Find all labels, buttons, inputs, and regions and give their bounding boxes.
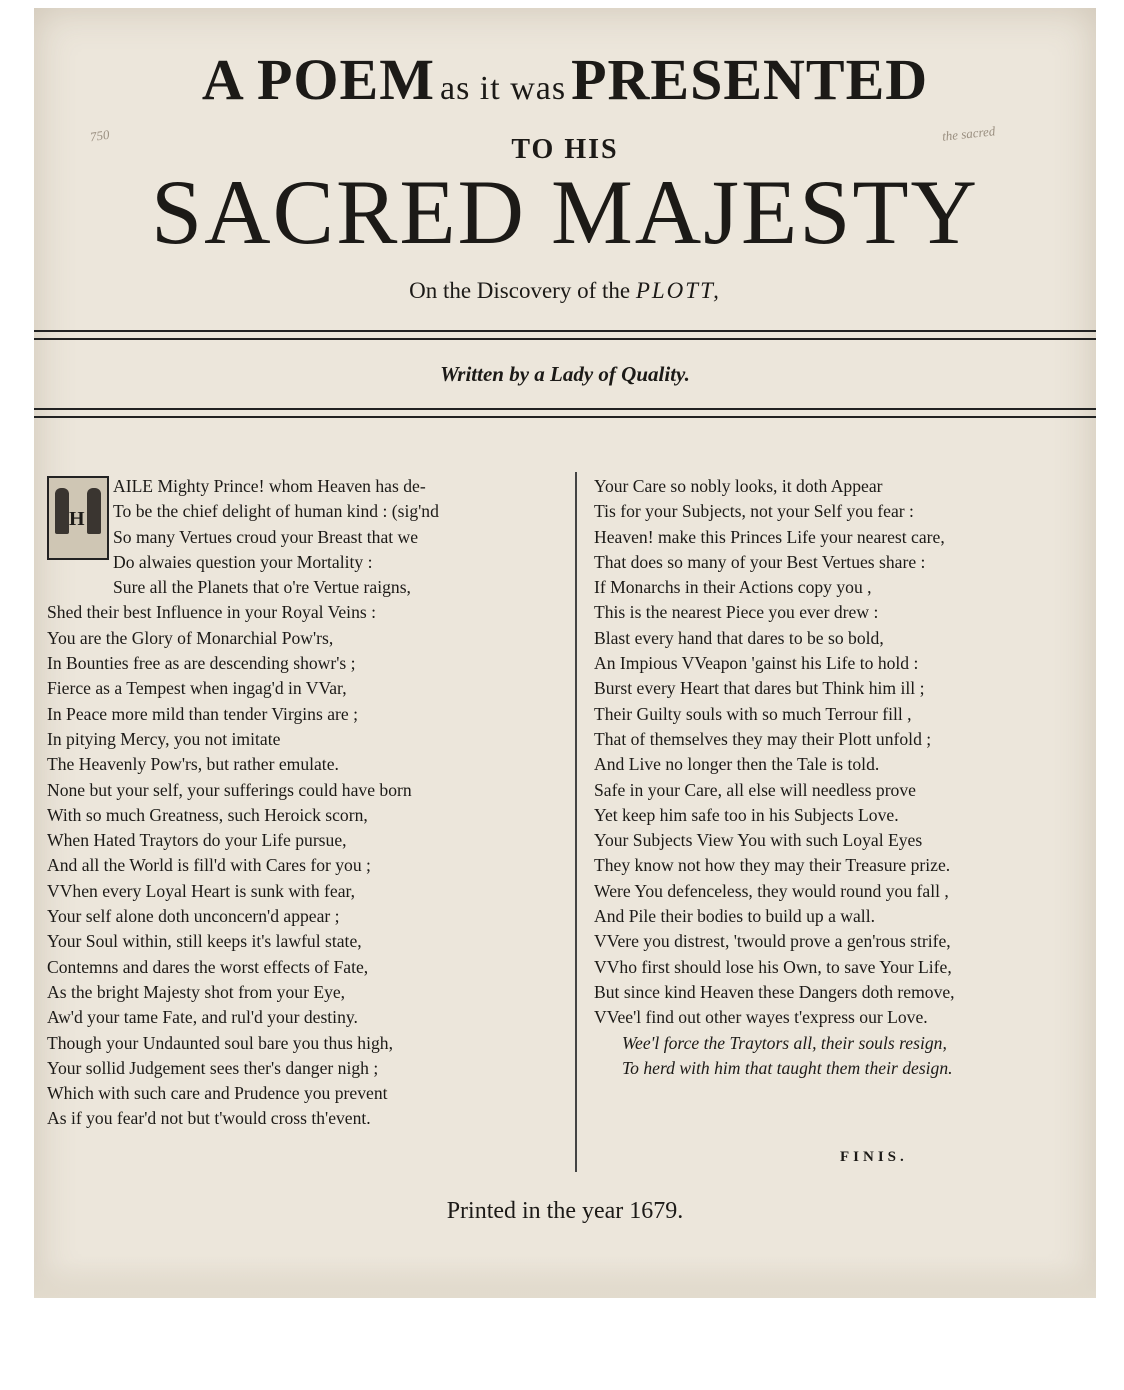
poem-line: That does so many of your Best Vertues share : xyxy=(594,551,926,572)
poem-line: VVee'l find out other wayes t'express our Love. xyxy=(594,1007,928,1028)
poem-line: And Pile their bodies to build up a wall. xyxy=(594,906,875,927)
poem-line: But since kind Heaven these Dangers doth remove, xyxy=(594,981,955,1002)
poem-line: AILE Mighty Prince! whom Heaven has de- xyxy=(113,476,426,496)
closing-couplet-line: Wee'l force the Traytors all, their souls resign, xyxy=(622,1032,947,1053)
poem-line: Safe in your Care, all else will needless prove xyxy=(594,779,916,800)
poem-line: VVho first should lose his Own, to save Your Life, xyxy=(594,956,952,977)
poem-line: None but your self, your sufferings could have born xyxy=(47,779,412,800)
poem-line: So many Vertues croud your Breast that we xyxy=(113,526,419,547)
poem-line: This is the nearest Piece you ever drew : xyxy=(594,602,879,623)
poem-line: With so much Greatness, such Heroick scorn, xyxy=(47,804,368,825)
poem-line: Their Guilty souls with so much Terrour fill , xyxy=(594,703,912,724)
poem-line: To be the chief delight of human kind : (sig'nd xyxy=(113,501,439,522)
finis: FINIS. xyxy=(840,1149,908,1165)
title-discovery-line xyxy=(34,278,1096,304)
drop-cap-letter: H xyxy=(69,508,85,530)
poem-line: In Peace more mild than tender Virgins are ; xyxy=(47,703,358,724)
poem-line: Sure all the Planets that o're Vertue raigns, xyxy=(113,577,411,598)
column-divider xyxy=(575,472,577,1172)
poem-line: When Hated Traytors do your Life pursue, xyxy=(47,830,347,851)
poem-right-column xyxy=(594,474,1074,1081)
poem-line: If Monarchs in their Actions copy you , xyxy=(594,577,872,598)
poem-line: Your Care so nobly looks, it doth Appear xyxy=(594,476,883,496)
poem-line: Though your Undaunted soul bare you thus high, xyxy=(47,1032,393,1053)
poem-left-column xyxy=(47,474,557,1132)
pencil-annotation-right: the sacred xyxy=(941,123,996,144)
title-presented: PRESENTED xyxy=(571,47,929,112)
title-to-his: TO HIS xyxy=(511,134,619,165)
poem-line: Fierce as a Tempest when ingag'd in VVar, xyxy=(47,678,347,699)
closing-couplet-line: To herd with him that taught them their design. xyxy=(622,1057,953,1078)
poem-line: In Bounties free as are descending showr's ; xyxy=(47,653,356,674)
poem-line: Do alwaies question your Mortality : xyxy=(113,551,373,572)
poem-line: And Live no longer then the Tale is told. xyxy=(594,754,880,775)
poem-line: Yet keep him safe too in his Subjects Love. xyxy=(594,804,899,825)
pencil-annotation-left: 750 xyxy=(88,126,111,145)
double-rule-bottom xyxy=(34,408,1096,418)
poem-line: Your Soul within, still keeps it's lawful state, xyxy=(47,931,362,952)
title-sacred-majesty: SACRED MAJESTY xyxy=(150,161,979,263)
poem-line: Aw'd your tame Fate, and rul'd your destiny. xyxy=(47,1007,358,1028)
poem-line: Contemns and dares the worst effects of Fate, xyxy=(47,956,369,977)
poem-line: Tis for your Subjects, not your Self you fear : xyxy=(594,501,914,522)
poem-line: Burst every Heart that dares but Think him ill ; xyxy=(594,678,925,699)
poem-line: Were You defenceless, they would round you fall , xyxy=(594,880,949,901)
poem-line: And all the World is fill'd with Cares for you ; xyxy=(47,855,371,876)
poem-line: Blast every hand that dares to be so bold, xyxy=(594,627,884,648)
poem-line: As if you fear'd not but t'would cross th'event. xyxy=(47,1108,371,1129)
broadside-page xyxy=(34,8,1096,1298)
poem-line: VVere you distrest, 'twould prove a gen'rous strife, xyxy=(594,931,951,952)
poem-line: Your self alone doth unconcern'd appear ; xyxy=(47,906,340,927)
title-discovery-text: On the Discovery of the xyxy=(409,278,631,303)
double-rule-top xyxy=(34,330,1096,340)
byline: Written by a Lady of Quality. xyxy=(440,362,690,386)
poem-line: Shed their best Influence in your Royal Veins : xyxy=(47,602,377,623)
poem-line: You are the Glory of Monarchial Pow'rs, xyxy=(47,627,334,648)
poem-line: Heaven! make this Princes Life your nearest care, xyxy=(594,526,945,547)
title-a-poem: A POEM xyxy=(201,47,435,112)
poem-line: That of themselves they may their Plott unfold ; xyxy=(594,728,932,749)
imprint: Printed in the year 1679. xyxy=(446,1198,684,1224)
poem-line: They know not how they may their Treasure prize. xyxy=(594,855,951,876)
poem-line: In pitying Mercy, you not imitate xyxy=(47,728,281,749)
poem-line: As the bright Majesty shot from your Eye, xyxy=(47,981,346,1002)
poem-line: Which with such care and Prudence you prevent xyxy=(47,1083,388,1104)
poem-line: The Heavenly Pow'rs, but rather emulate. xyxy=(47,754,339,775)
poem-line: Your Subjects View You with such Loyal Eyes xyxy=(594,830,923,851)
title-plott: PLOTT, xyxy=(635,278,721,303)
poem-line: Your sollid Judgement sees ther's danger nigh ; xyxy=(47,1057,379,1078)
poem-line: An Impious VVeapon 'gainst his Life to hold : xyxy=(594,653,919,674)
title-as-it-was: as it was xyxy=(439,70,567,107)
poem-line: VVhen every Loyal Heart is sunk with fear, xyxy=(47,880,356,901)
title-line-1 xyxy=(34,46,1096,113)
